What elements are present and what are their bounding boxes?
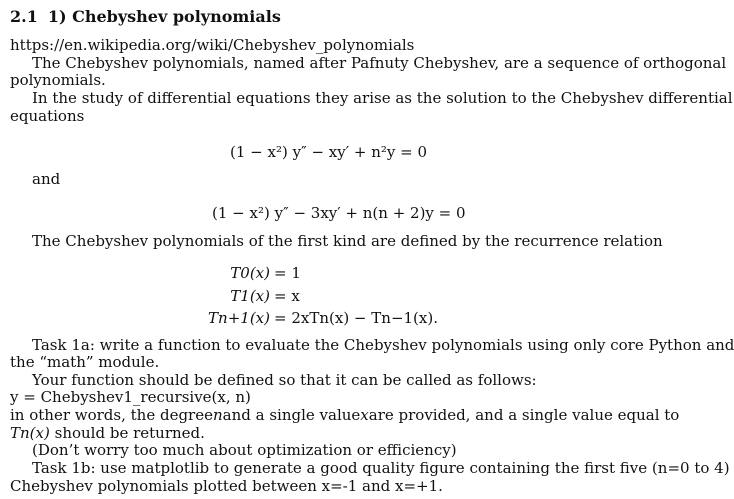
intro-line-4: equations [10, 107, 85, 125]
task-1a-line-5-part-b: and a single value [222, 406, 361, 424]
value-x-symbol: x [360, 406, 369, 424]
wikipedia-link[interactable]: https://en.wikipedia.org/wiki/Chebyshev_polynomials [10, 36, 415, 54]
task-1a-line-6 [10, 424, 205, 442]
recurrence-lhs-0: T0(x) [230, 264, 270, 282]
section-heading [10, 8, 281, 26]
recurrence-lhs-1: T1(x) [230, 287, 270, 305]
task-1b-line-1: Task 1b: use matplotlib to generate a good quality figure containing the first five (n=0 to 4) [32, 459, 730, 477]
task-1a-line-5-part-c: are provided, and a single value equal to [368, 406, 680, 424]
intro-line-1: The Chebyshev polynomials, named after Pafnuty Chebyshev, are a sequence of orthogonal [32, 54, 727, 72]
tn-of-x-symbol: Tn(x) [10, 424, 50, 442]
intro-line-2: polynomials. [10, 71, 106, 89]
section-title: 1) Chebyshev polynomials [47, 7, 281, 26]
task-1a-line-5 [10, 406, 680, 424]
section-number: 2.1 [10, 7, 38, 26]
task-1a-code: y = Chebyshev1_recursive(x, n) [10, 388, 251, 406]
recurrence-rhs-0: = 1 [274, 264, 301, 282]
recurrence-rhs-2: = 2xTn(x) − Tn−1(x). [274, 309, 438, 327]
task-1a-line-2: the “math” module. [10, 353, 160, 371]
task-1a-line-3: Your function should be defined so that it can be called as follows: [32, 371, 537, 389]
intro-line-3: In the study of differential equations they arise as the solution to the Chebyshev differential [32, 89, 733, 107]
and-word: and [32, 170, 61, 188]
task-1b-line-2: Chebyshev polynomials plotted between x=-1 and x=+1. [10, 477, 443, 495]
recurrence-lhs-2: Tn+1(x) [208, 309, 270, 327]
chebyshev-differential-equation-2 [212, 204, 466, 222]
task-1a-line-7: (Don’t worry too much about optimization or efficiency) [32, 441, 457, 459]
task-1a-line-1: Task 1a: write a function to evaluate the Chebyshev polynomials using only core Python and [32, 336, 734, 354]
equation-2-text: (1 − x²) y″ − 3xy′ + n(n + 2)y = 0 [212, 204, 466, 222]
chebyshev-differential-equation-1 [230, 143, 427, 161]
recurrence-rhs-1: = x [274, 287, 300, 305]
degree-n-symbol: n [212, 406, 223, 424]
equation-1-text: (1 − x²) y″ − xy′ + n²y = 0 [230, 143, 428, 161]
recurrence-intro: The Chebyshev polynomials of the first kind are defined by the recurrence relation [32, 232, 663, 250]
task-1a-line-6-rest: should be returned. [54, 424, 205, 442]
task-1a-line-5-part-a: in other words, the degree [10, 406, 213, 424]
